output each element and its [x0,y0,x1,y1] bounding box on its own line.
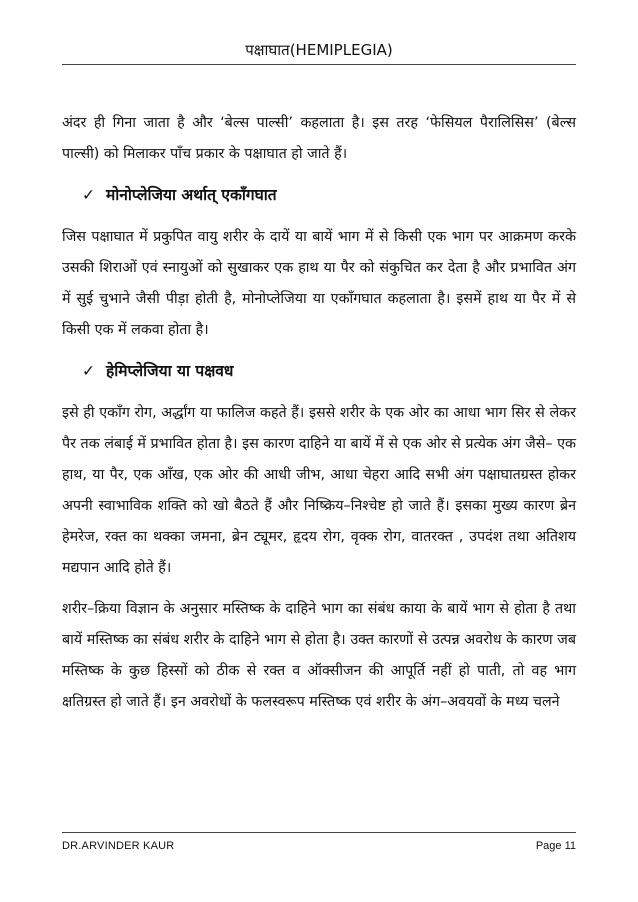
footer-page-number: Page 11 [535,840,576,852]
heading-hemiplegia-text: हेमिप्लेजिया या पक्षवध [106,362,234,380]
paragraph-intro: अंदर ही गिना जाता है और ‘बेल्स पाल्सी’ कहलाता है। इस तरह ‘फेसियल पैरालिसिस’ (बेल्स पाल्सी) को मिलाकर पाँच प्रकार के पक्षाघात हो जाते हैं। [62,115,576,162]
page-header-title: पक्षाघात(HEMIPLEGIA) [245,41,393,59]
heading-hemiplegia [82,356,576,386]
heading-monoplegia [82,180,576,210]
checkmark-icon: ✓ [82,362,95,380]
header-divider [62,64,576,65]
paragraph-physiology: शरीर–क्रिया विज्ञान के अनुसार मस्तिष्क के दाहिने भाग का संबंध काया के बायें भाग से होता है तथा बायें मस्तिष्क का संबंध शरीर के दाहिने भाग से होता है। उक्त कारणों से उत्पन्न अवरोध के कारण जब मस्तिष्क के कुछ हिस्सों को ठीक से रक्त व ऑक्सीजन की आपूर्ति नहीं हो पाती, तो वह भाग क्षतिग्रस्त हो जाते हैं। इन अवरोधों के फलस्वरूप मस्तिष्क एवं शरीर के अंग–अवयवों के मध्य चलने [62,601,576,710]
checkmark-icon: ✓ [82,186,95,204]
paragraph-hemiplegia: इसे ही एकाँग रोग, अर्द्धांग या फालिज कहते हैं। इससे शरीर के एक ओर का आधा भाग सिर से लेकर पैर तक लंबाई में प्रभावित होता है। इस कारण दाहिने या बायें में से एक ओर से प्रत्येक अंग जैसे– एक हाथ, या पैर, एक आँख, एक ओर की आधी जीभ, आधा चेहरा आदि सभी अंग पक्षाघातग्रस्त होकर अपनी स्वाभाविक शक्ति को खो बैठते हैं और निष्क्रिय–निश्चेष्ट हो जाते हैं। इसका मुख्य कारण ब्रेन हेमरेज, रक्त का थक्का जमना, ब्रेन ट्यूमर, हृदय रोग, वृक्क रोग, वातरक्त , उपदंश तथा अतिशय मद्यपान आदि होते हैं। [62,405,576,576]
footer-divider [62,832,576,833]
footer-author: DR.ARVINDER KAUR [62,840,175,852]
document-body [62,108,576,728]
heading-monoplegia-text: मोनोप्लेजिया अर्थात् एकाँगघात [106,186,277,204]
paragraph-monoplegia: जिस पक्षाघात में प्रकुपित वायु शरीर के दायें या बायें भाग में से किसी एक भाग पर आक्रमण करके उसकी शिराओं एवं स्नायुओं को सुखाकर एक हाथ या पैर को संकुचित कर देता है और प्रभावित अंग में सुई चुभाने जैसी पीड़ा होती है, मोनोप्लेजिया या एकाँगघात कहलाता है। इसमें हाथ या पैर में से किसी एक में लकवा होता है। [62,229,576,338]
